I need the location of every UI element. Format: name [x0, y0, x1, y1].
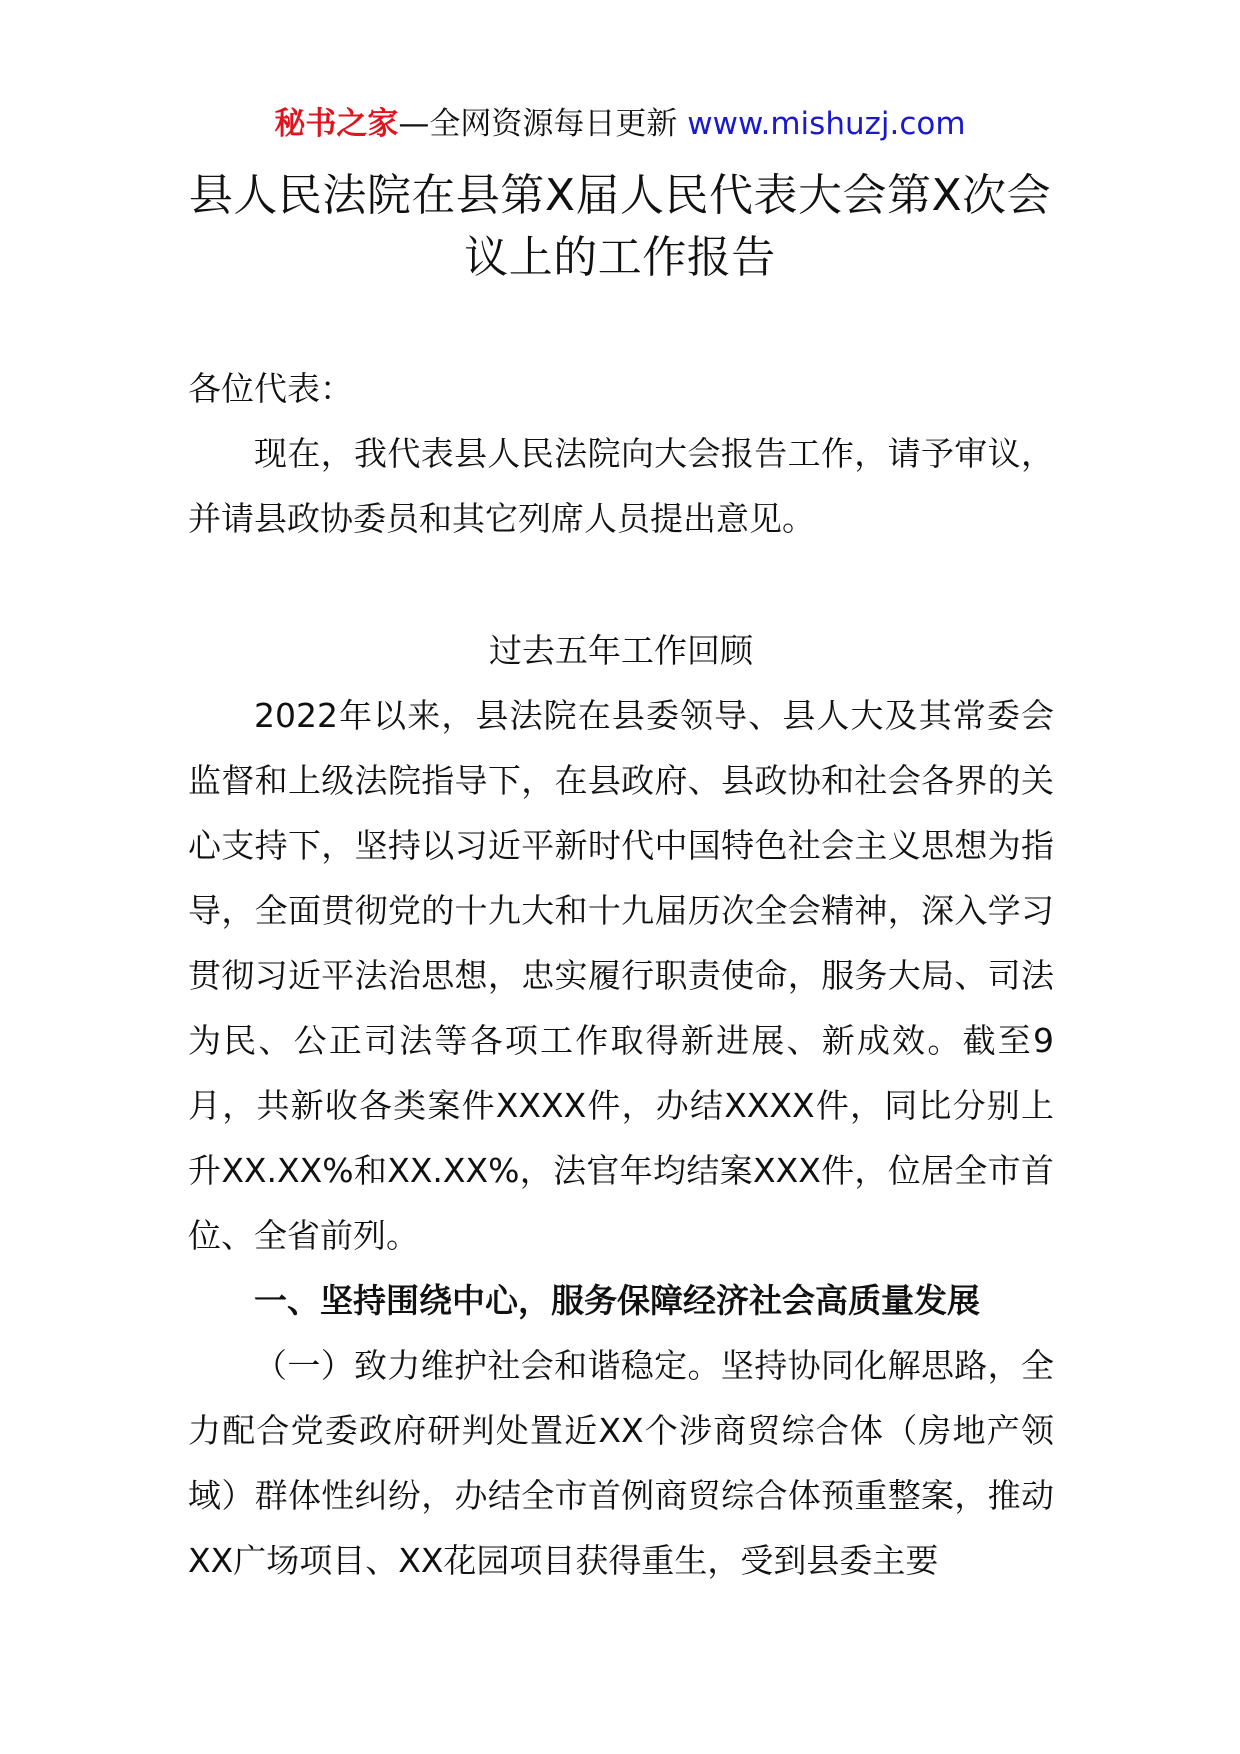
section-title: 过去五年工作回顾 [489, 631, 753, 670]
brand-name: 秘书之家 [274, 106, 399, 142]
header-tagline: —全网资源每日更新 [398, 106, 688, 142]
main-body [188, 683, 1054, 1593]
site-url-link[interactable]: www.mishuzj.com [687, 106, 966, 142]
salutation: 各位代表： [188, 369, 353, 408]
intro-block [188, 421, 1054, 551]
intro-paragraph: 现在，我代表县人民法院向大会报告工作，请予审议，并请县政协委员和其它列席人员提出意见。 [188, 434, 1054, 538]
paragraph-stability: （一）致力维护社会和谐稳定。坚持协同化解思路，全力配合党委政府研判处置近XX个涉商贸综合体（房地产领域）群体性纠纷，办结全市首例商贸综合体预重整案，推动XX广场项目、XX花园项目获得重生，受到县委主要 [188, 1346, 1054, 1580]
paragraph-summary: 2022年以来，县法院在县委领导、县人大及其常委会监督和上级法院指导下，在县政府、县政协和社会各界的关心支持下，坚持以习近平新时代中国特色社会主义思想为指导，全面贯彻党的十九大和十九届历次全会精神，深入学习贯彻习近平法治思想，忠实履行职责使命，服务大局、司法为民、公正司法等各项工作取得新进展、新成效。截至9月，共新收各类案件XXXX件，办结XXXX件，同比分别上升XX.XX%和XX.XX%，法官年均结案XXX件，位居全市首位、全省前列。 [188, 696, 1054, 1255]
document-title: 县人民法院在县第Ⅹ届人民代表大会第Ⅹ次会议上的工作报告 [188, 170, 1052, 283]
heading-level-1: 一、坚持围绕中心，服务保障经济社会高质量发展 [254, 1281, 980, 1320]
site-header [0, 102, 1240, 146]
